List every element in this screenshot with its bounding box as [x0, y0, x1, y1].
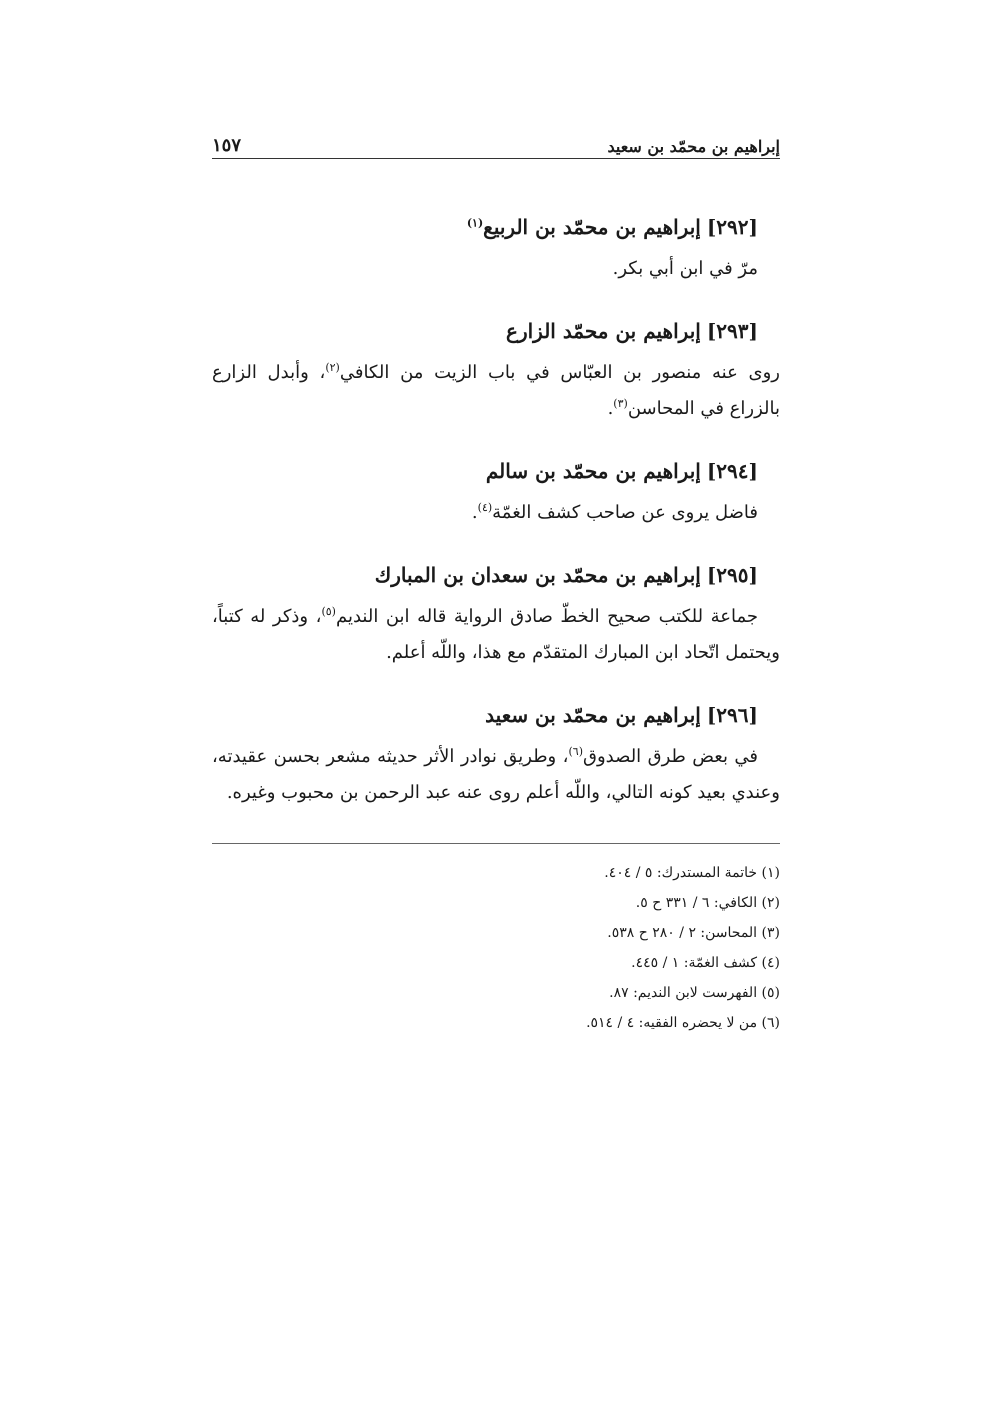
- body-text: فاضل يروى عن صاحب كشف الغمّة: [492, 502, 758, 523]
- entry-name: إبراهيم بن محمّد الزارع: [506, 319, 701, 343]
- body-text: ، وذكر له كتباً، ويحتمل اتّحاد ابن المبارك المتقدّم مع هذا، واللّه أعلم.: [212, 606, 780, 663]
- entry-name: إبراهيم بن محمّد بن الربيع: [483, 215, 701, 239]
- body-text: ، وأبدل الزارع بالزراع في المحاسن: [212, 362, 780, 419]
- footnote-3: (٣) المحاسن: ٢ / ٢٨٠ ح ٥٣٨.: [607, 925, 780, 941]
- body-text: روى عنه منصور بن العبّاس في باب الزيت من الكافي: [339, 362, 780, 383]
- entry-295: [212, 557, 780, 671]
- entry-294: [212, 453, 780, 531]
- footnote-1: (١) خاتمة المستدرك: ٥ / ٤٠٤.: [604, 865, 780, 881]
- body-text: .: [607, 398, 614, 419]
- entry-name: إبراهيم بن محمّد بن سالم: [485, 459, 701, 483]
- footnote-4: (٤) كشف الغمّة: ١ / ٤٤٥.: [631, 955, 780, 971]
- entry-number: [٢٩٦]: [706, 703, 758, 727]
- entry-body: [212, 355, 780, 427]
- footnote-marker[interactable]: (١): [466, 216, 484, 230]
- footnote-2: (٢) الكافي: ٦ / ٣٣١ ح ٥.: [635, 895, 780, 911]
- entry-name: إبراهيم بن محمّد بن سعدان بن المبارك: [374, 563, 701, 587]
- entry-number: [٢٩٣]: [706, 319, 758, 343]
- running-head: إبراهيم بن محمّد بن سعيد: [607, 137, 780, 156]
- entry-title: [212, 313, 758, 349]
- body-text: .: [471, 502, 478, 523]
- entry-number: [٢٩٥]: [706, 563, 758, 587]
- body-text: ، وطريق نوادر الأثر حديثه مشعر بحسن عقيدته، وعندي بعيد كونه التالي، واللّه أعلم روى عنه عبد الرحمن بن محبوب وغيره.: [212, 746, 780, 803]
- entry-296: [212, 697, 780, 811]
- footnotes-list: [212, 858, 780, 1038]
- entry-body: [212, 599, 780, 671]
- page-number: ١٥٧: [212, 135, 242, 156]
- book-page: [212, 120, 780, 1038]
- footnote-divider: [212, 843, 780, 844]
- body-text: جماعة للكتب صحيح الخطّ صادق الرواية قاله ابن النديم: [335, 606, 758, 627]
- footnote-6: (٦) من لا يحضره الفقيه: ٤ / ٥١٤.: [586, 1015, 780, 1031]
- footnote-marker[interactable]: (٣): [613, 397, 628, 410]
- entry-title: [212, 557, 758, 593]
- body-text: في بعض طرق الصدوق: [582, 746, 758, 767]
- footnote-marker[interactable]: (٢): [325, 361, 340, 374]
- body-text: مرّ في ابن أبي بكر.: [612, 258, 758, 279]
- entry-body: [212, 251, 758, 287]
- entry-number: [٢٩٤]: [706, 459, 758, 483]
- entry-body: [212, 495, 758, 531]
- entry-293: [212, 313, 780, 427]
- entry-body: [212, 739, 780, 811]
- footnote-marker[interactable]: (٦): [568, 745, 583, 758]
- entry-title: [212, 697, 758, 733]
- footnote-marker[interactable]: (٤): [477, 501, 493, 514]
- entries-list: [212, 209, 780, 811]
- footnote-marker[interactable]: (٥): [321, 605, 336, 618]
- entry-name: إبراهيم بن محمّد بن سعيد: [485, 703, 701, 727]
- footnote-5: (٥) الفهرست لابن النديم: ٨٧.: [609, 985, 780, 1001]
- entry-title: [212, 453, 758, 489]
- entry-number: [٢٩٢]: [706, 215, 758, 239]
- entry-title: [212, 209, 758, 245]
- entry-292: [212, 209, 780, 287]
- page-header: [212, 120, 780, 159]
